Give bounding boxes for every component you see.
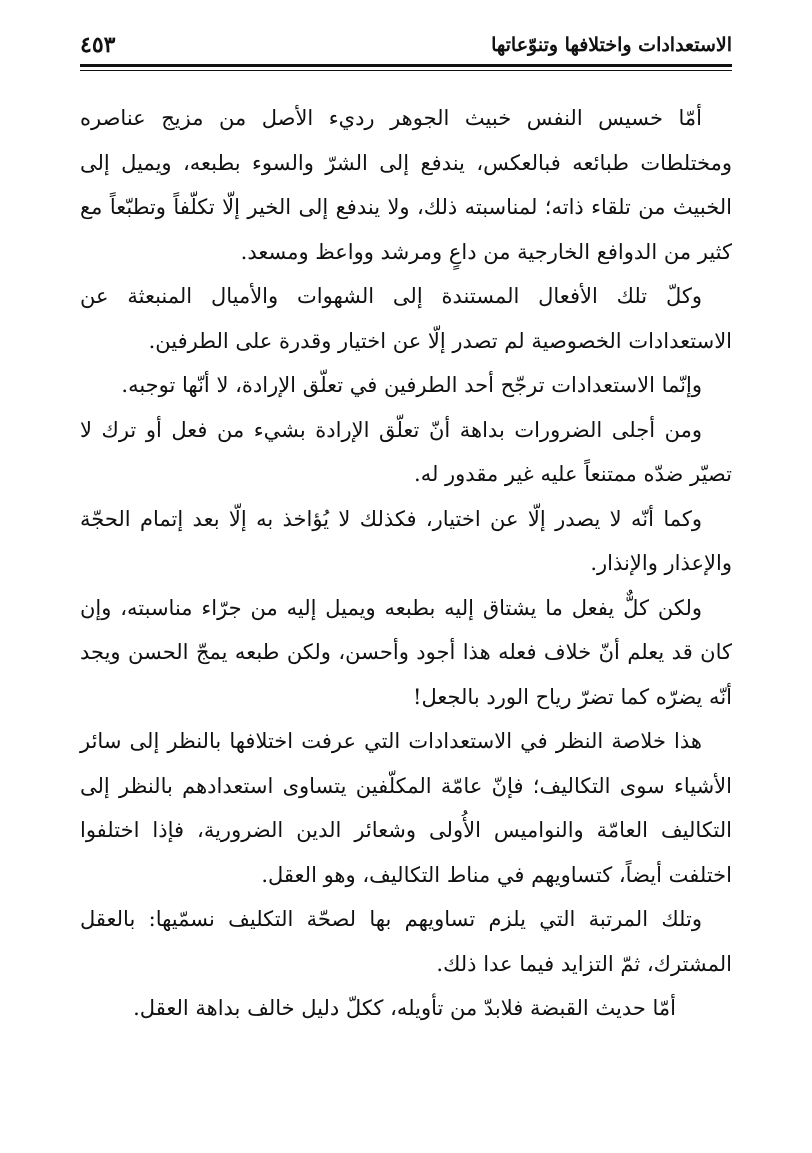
paragraph-9: أمّا حديث القبضة فلابدّ من تأويله، ككلّ دليل خالف بداهة العقل. [133,996,676,1020]
paragraph-8: وتلك المرتبة التي يلزم تساويهم بها لصحّة التكليف نسمّيها: بالعقل المشترك، ثمّ التزايد فيما عدا ذلك. [80,907,732,976]
paragraph-3: وإنّما الاستعدادات ترجّح أحد الطرفين في تعلّق الإرادة، لا أنّها توجبه. [121,373,702,397]
running-header [80,28,732,62]
paragraph-1: أمّا خسيس النفس خبيث الجوهر رديء الأصل من مزيج عناصره ومختلطات طبائعه فبالعكس، يندفع إلى الشرّ والسوء بطبعه، ويميل إلى الخبيث من تلقاء ذاته؛ لمناسبته ذلك، ولا يندفع إلى الخير إلّا تكلّفاً وتطبّعاً مع كثير من الدوافع الخارجية من داعٍ ومرشد وواعظ ومسعد. [80,106,732,264]
running-header-title: الاستعدادات واختلافها وتنوّعاتها [491,34,732,56]
paragraph-2: وكلّ تلك الأفعال المستندة إلى الشهوات والأميال المنبعثة عن الاستعدادات الخصوصية لم تصدر إلّا عن اختيار وقدرة على الطرفين. [80,284,732,353]
header-rule-thick [80,64,732,67]
header-rule-thin [80,70,732,71]
paragraph-7: هذا خلاصة النظر في الاستعدادات التي عرفت اختلافها بالنظر إلى سائر الأشياء سوى التكاليف؛ فإنّ عامّة المكلّفين يتساوى استعدادهم بالنظر إلى التكاليف العامّة والنواميس الأُولى وشعائر الدين الضرورية، فإذا اختلفوا اختلفت أيضاً، كتساويهم في مناط التكاليف، وهو العقل. [80,729,732,887]
paragraph-4: ومن أجلى الضرورات بداهة أنّ تعلّق الإرادة بشيء من فعل أو ترك لا تصيّر ضدّه ممتنعاً عليه غير مقدور له. [80,417,732,486]
paragraph-6: ولكن كلٌّ يفعل ما يشتاق إليه بطبعه ويميل إليه من جرّاء مناسبته، وإن كان قد يعلم أنّ خلاف فعله هذا أجود وأحسن، ولكن طبعه يمجّ الحسن ويجد أنّه يضرّه كما تضرّ رياح الورد بالجعل! [80,595,732,709]
paragraph-5: وكما أنّه لا يصدر إلّا عن اختيار، فكذلك لا يُؤاخذ به إلّا بعد إتمام الحجّة والإعذار والإنذار. [80,506,732,575]
body-text [80,96,732,1031]
page-number: ٤٥٣ [80,32,116,58]
